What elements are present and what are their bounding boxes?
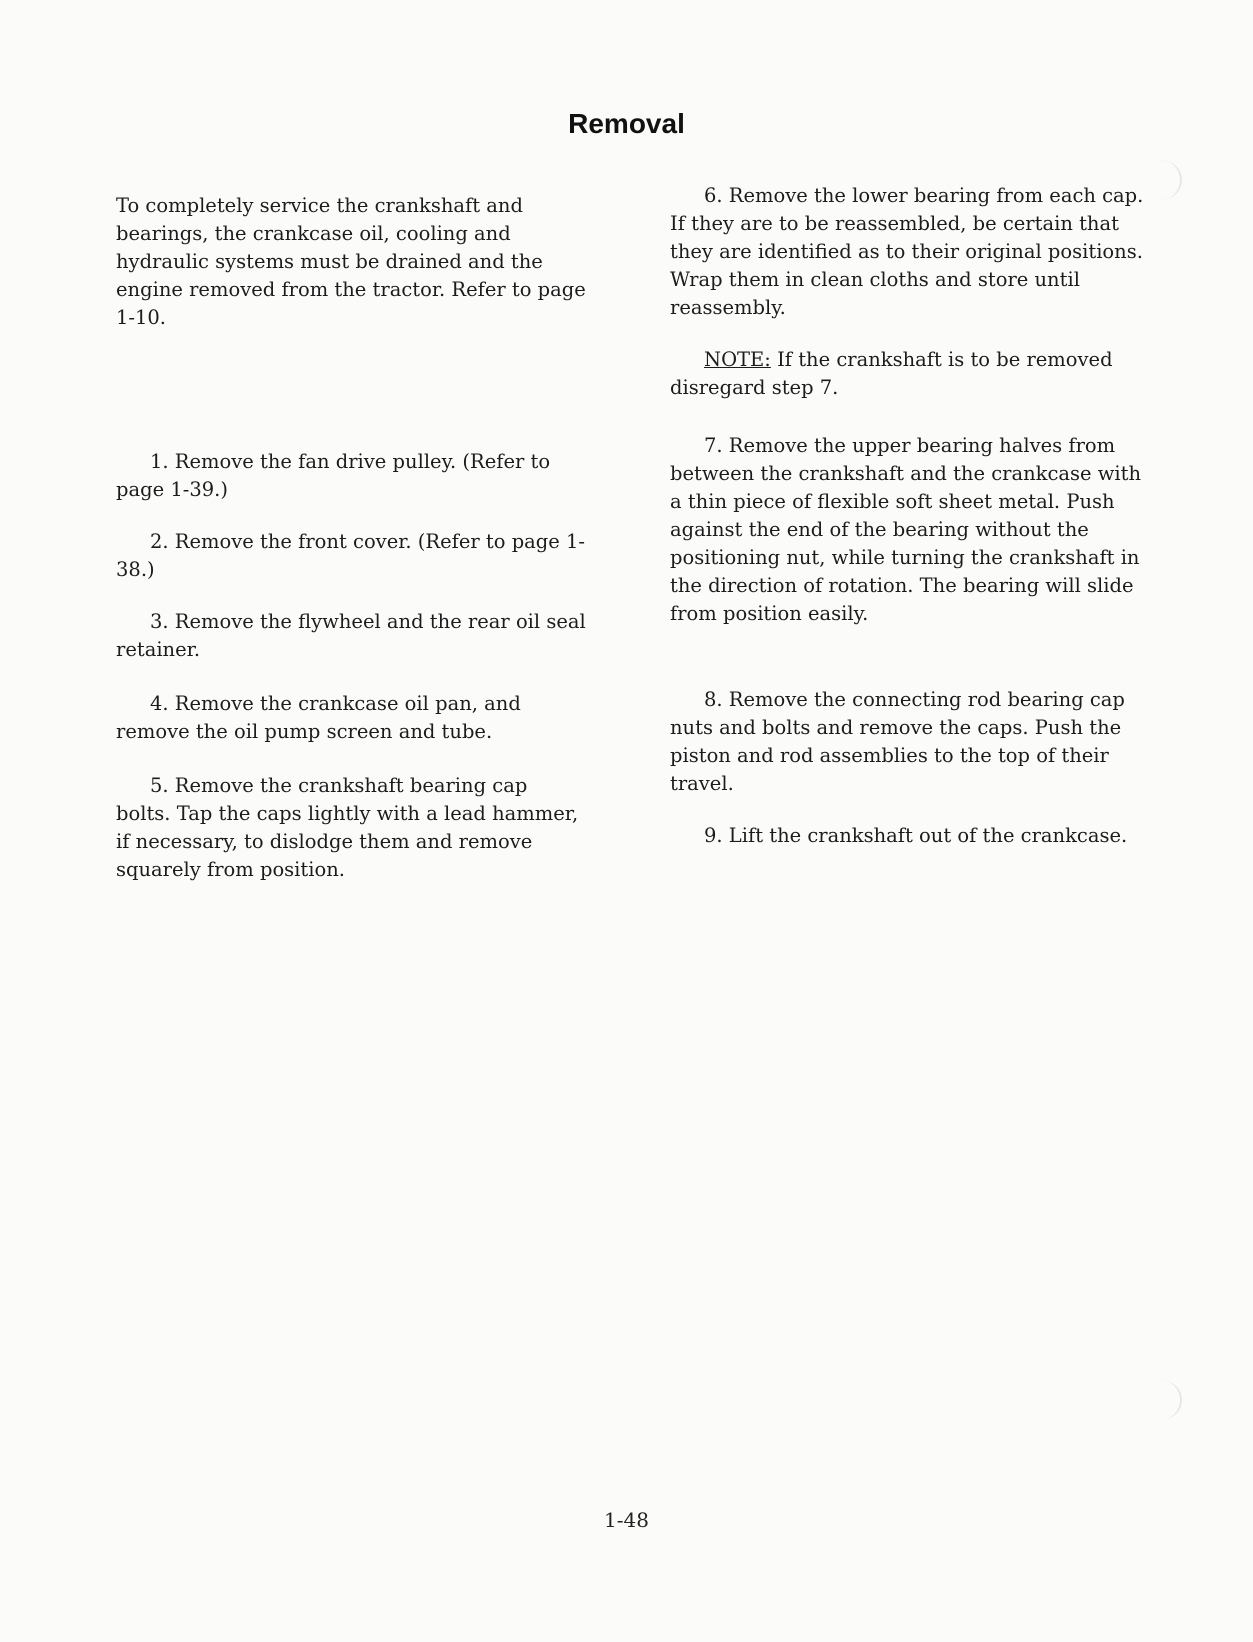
step-8: 8. Remove the connecting rod bearing cap nuts and bolts and remove the caps. Push the piston and rod assemblies to the top of their travel.: [670, 688, 1125, 795]
step-3: 3. Remove the flywheel and the rear oil seal retainer.: [116, 610, 586, 661]
note-paragraph: [670, 346, 1150, 402]
intro-paragraph: To completely service the crankshaft and bearings, the crankcase oil, cooling and hydraulic systems must be drained and the engine removed from the tractor. Refer to page 1-10.: [116, 194, 586, 329]
note-text: If the crankshaft is to be removed disregard step 7.: [670, 348, 1113, 399]
page-title: Removal: [568, 108, 685, 139]
step-5: 5. Remove the crankshaft bearing cap bolts. Tap the caps lightly with a lead hammer, if necessary, to dislodge them and remove squarely from position.: [116, 774, 579, 881]
step-7: 7. Remove the upper bearing halves from between the crankshaft and the crankcase with a thin piece of flexible soft sheet metal. Push against the end of the bearing without the positioning nut, while turning the crankshaft in the direction of rotation. The bearing will slide from position easily.: [670, 434, 1142, 625]
step-2: 2. Remove the front cover. (Refer to page 1-38.): [116, 530, 586, 581]
step-9: 9. Lift the crankshaft out of the crankcase.: [704, 824, 1128, 847]
step-4: 4. Remove the crankcase oil pan, and remove the oil pump screen and tube.: [116, 692, 521, 743]
step-6: 6. Remove the lower bearing from each cap. If they are to be reassembled, be certain that they are identified as to their original positions. Wrap them in clean cloths and store until reassembly.: [670, 184, 1144, 319]
step-1: 1. Remove the fan drive pulley. (Refer to page 1-39.): [116, 450, 551, 501]
scan-edge-mark: [1140, 1380, 1182, 1420]
note-label: NOTE:: [704, 348, 771, 371]
page-number: 1-48: [604, 1508, 649, 1532]
